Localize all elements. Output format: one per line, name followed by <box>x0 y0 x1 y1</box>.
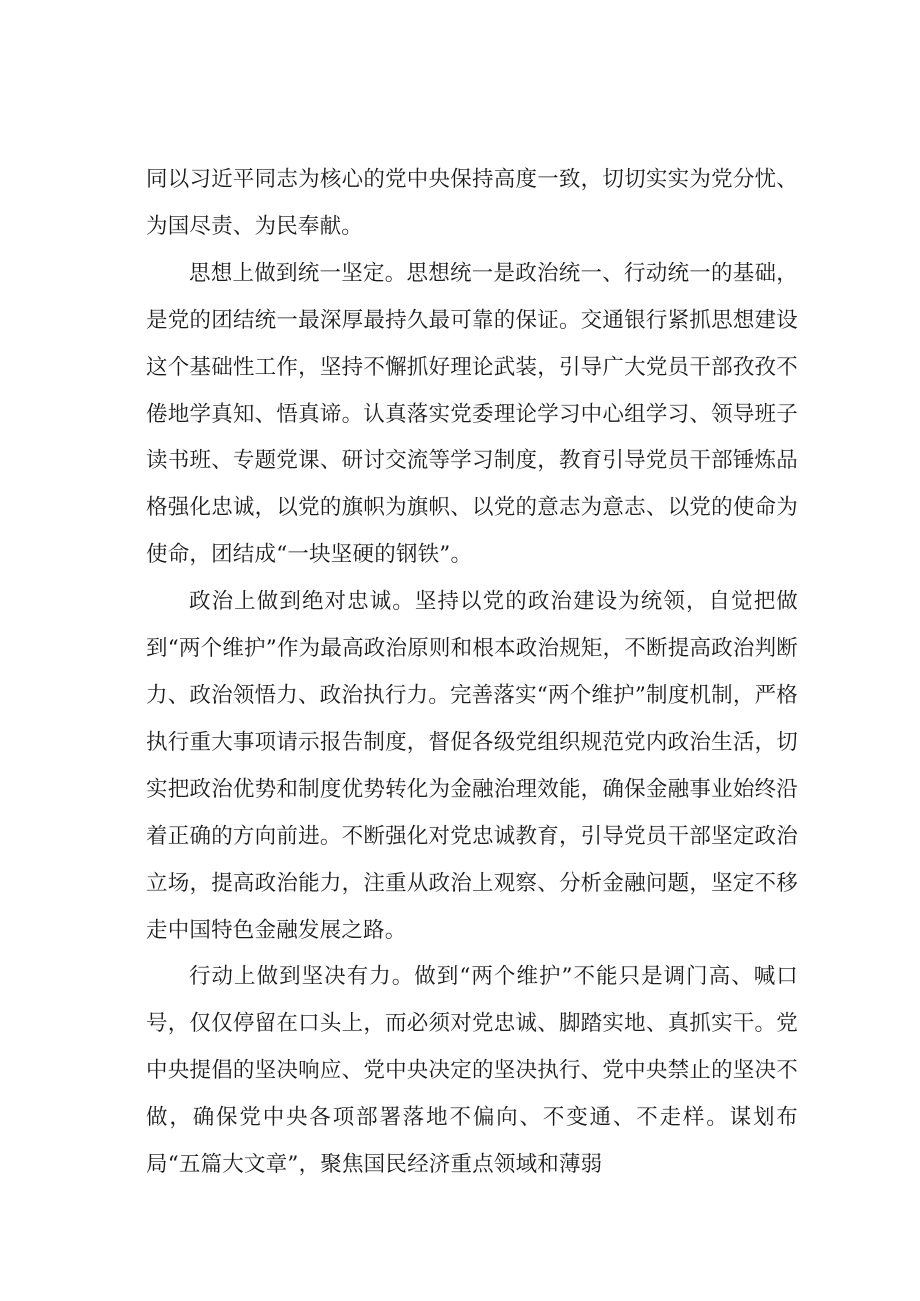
paragraph-political-loyalty: 政治上做到绝对忠诚。坚持以党的政治建设为统领，自觉把做到“两个维护”作为最高政治原则和根本政治规矩，不断提高政治判断力、政治领悟力、政治执行力。完善落实“两个维护”制度机制，严格执行重大事项请示报告制度，督促各级党组织规范党内政治生活，切实把政治优势和制度优势转化为金融治理效能，确保金融事业始终沿着正确的方向前进。不断强化对党忠诚教育，引导党员干部坚定政治立场，提高政治能力，注重从政治上观察、分析金融问题，坚定不移走中国特色金融发展之路。 <box>146 589 798 943</box>
paragraph-decisive-action: 行动上做到坚决有力。做到“两个维护”不能只是调门高、喊口号，仅仅停留在口头上，而必须对党忠诚、脚踏实地、真抓实干。党中央提倡的坚决响应、党中央决定的坚决执行、党中央禁止的坚决不做，确保党中央各项部署落地不偏向、不变通、不走样。谋划布局“五篇大文章”，聚焦国民经济重点领域和薄弱 <box>146 964 798 1178</box>
document-body <box>146 157 798 1189</box>
paragraph-continuation: 同以习近平同志为核心的党中央保持高度一致，切切实实为党分忧、为国尽责、为民奉献。 <box>146 167 798 239</box>
paragraph-thought-unity: 思想上做到统一坚定。思想统一是政治统一、行动统一的基础，是党的团结统一最深厚最持久最可靠的保证。交通银行紧抓思想建设这个基础性工作，坚持不懈抓好理论武装，引导广大党员干部孜孜不倦地学真知、悟真谛。认真落实党委理论学习中心组学习、领导班子读书班、专题党课、研讨交流等学习制度，教育引导党员干部锤炼品格强化忠诚，以党的旗帜为旗帜、以党的意志为意志、以党的使命为使命，团结成“一块坚硬的钢铁”。 <box>146 260 798 568</box>
